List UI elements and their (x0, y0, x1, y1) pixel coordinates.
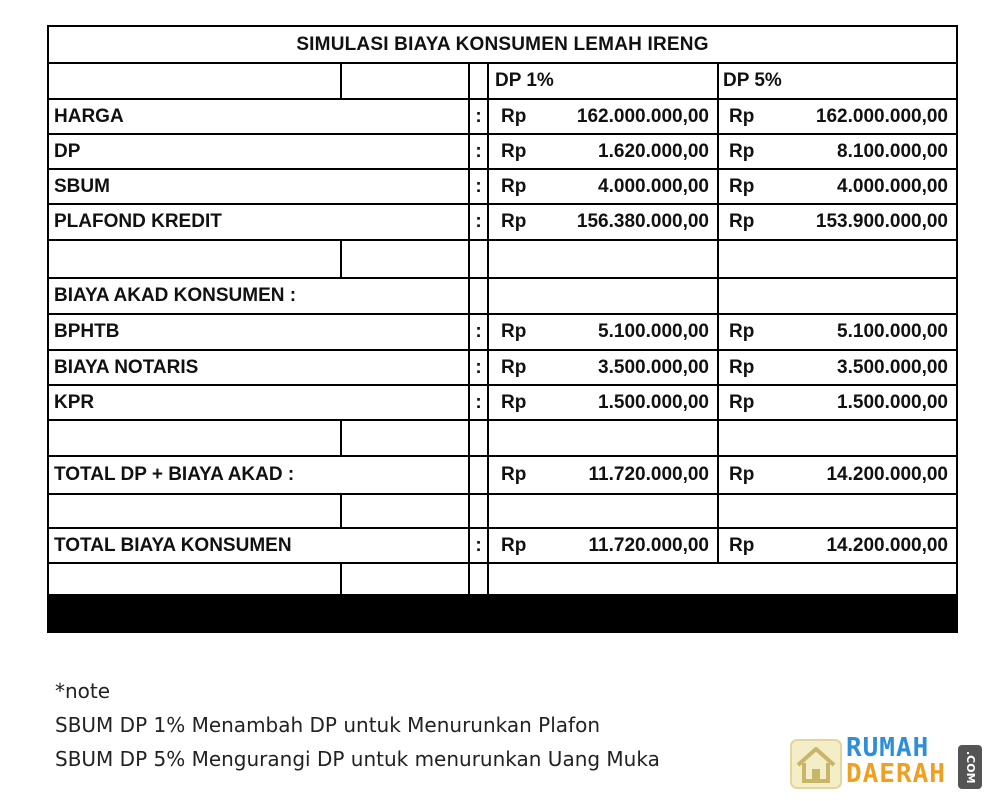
currency-label: Rp (729, 321, 755, 342)
empty-cell (491, 279, 719, 313)
currency-label: Rp (501, 321, 527, 342)
empty-cell (49, 564, 342, 598)
amount: 14.200.000,00 (826, 534, 948, 556)
note-heading: *note (55, 679, 111, 703)
currency-label: Rp (729, 464, 755, 485)
empty-row (49, 495, 956, 529)
table-row (49, 351, 956, 386)
table-header-row (49, 64, 956, 100)
note-line: SBUM DP 5% Mengurangi DP untuk menurunkan Uang Muka (55, 747, 660, 771)
empty-cell (49, 421, 342, 455)
row-dp5-value (719, 100, 956, 133)
empty-cell (719, 241, 956, 277)
row-colon: : (470, 205, 489, 239)
empty-cell (719, 421, 956, 455)
currency-label: Rp (729, 211, 755, 232)
amount: 3.500.000,00 (598, 356, 709, 378)
empty-cell (342, 495, 470, 527)
row-dp5-value (719, 457, 956, 493)
notes-block (55, 674, 660, 776)
empty-row (49, 421, 956, 457)
black-footer-bar (49, 594, 956, 631)
table-row (49, 100, 956, 135)
row-colon: : (470, 100, 489, 133)
section-label: BIAYA AKAD KONSUMEN : (54, 285, 297, 306)
currency-label: Rp (729, 391, 755, 413)
header-colon-cell (470, 64, 489, 98)
table-row (49, 170, 956, 205)
amount: 14.200.000,00 (826, 464, 948, 485)
empty-cell (470, 495, 489, 527)
amount: 1.500.000,00 (598, 391, 709, 413)
amount: 162.000.000,00 (576, 105, 709, 127)
currency-label: Rp (501, 464, 527, 485)
row-dp5-value (719, 315, 956, 349)
note-line: SBUM DP 1% Menambah DP untuk Menurunkan Plafon (55, 713, 600, 737)
amount: 4.000.000,00 (837, 175, 948, 197)
empty-cell (491, 421, 719, 455)
amount: 8.100.000,00 (837, 140, 948, 162)
row-dp1-value (491, 351, 719, 384)
amount: 156.380.000,00 (576, 211, 709, 232)
empty-cell (470, 457, 489, 493)
amount: 4.000.000,00 (598, 175, 709, 197)
row-label: HARGA (54, 105, 124, 127)
currency-label: Rp (501, 211, 527, 232)
row-label: SBUM (54, 175, 110, 197)
rumahdaerah-logo (790, 735, 990, 795)
empty-row (49, 564, 956, 598)
row-dp1-value (491, 100, 719, 133)
section-row (49, 279, 956, 315)
cost-simulation-table (47, 25, 958, 633)
empty-cell (470, 241, 489, 277)
table-row (49, 135, 956, 170)
empty-cell (342, 564, 470, 598)
row-dp5-value (719, 386, 956, 419)
empty-row (49, 241, 956, 279)
logo-text-line2: DAERAH (846, 759, 946, 789)
row-label: BPHTB (54, 321, 120, 342)
row-label: TOTAL BIAYA KONSUMEN (54, 534, 292, 556)
empty-cell (719, 564, 956, 598)
empty-cell (719, 495, 956, 527)
amount: 1.620.000,00 (598, 140, 709, 162)
row-dp5-value (719, 170, 956, 203)
currency-label: Rp (729, 105, 755, 127)
amount: 5.100.000,00 (598, 321, 709, 342)
empty-cell (342, 241, 470, 277)
amount: 162.000.000,00 (815, 105, 948, 127)
amount: 153.900.000,00 (815, 211, 948, 232)
empty-cell (342, 421, 470, 455)
empty-cell (491, 241, 719, 277)
header-dp5: DP 5% (723, 70, 782, 91)
currency-label: Rp (501, 534, 527, 556)
total-row (49, 457, 956, 495)
logo-suffix: .COM (958, 745, 982, 789)
row-colon: : (470, 386, 489, 419)
house-icon (790, 739, 842, 789)
empty-cell (470, 421, 489, 455)
empty-cell (470, 564, 489, 598)
row-label: KPR (54, 391, 95, 413)
row-label: DP (54, 140, 81, 162)
table-row (49, 386, 956, 421)
currency-label: Rp (501, 356, 527, 378)
row-dp1-value (491, 457, 719, 493)
row-dp1-value (491, 170, 719, 203)
currency-label: Rp (501, 391, 527, 413)
row-colon: : (470, 529, 489, 562)
row-dp1-value (491, 315, 719, 349)
currency-label: Rp (729, 175, 755, 197)
amount: 5.100.000,00 (837, 321, 948, 342)
empty-cell (49, 241, 342, 277)
currency-label: Rp (729, 534, 755, 556)
row-dp5-value (719, 135, 956, 168)
total-row (49, 529, 956, 564)
header-empty-cell (342, 64, 470, 98)
row-dp5-value (719, 351, 956, 384)
row-dp1-value (491, 135, 719, 168)
amount: 1.500.000,00 (837, 391, 948, 413)
logo-text-line1: RUMAH (846, 733, 930, 763)
empty-cell (491, 495, 719, 527)
amount: 11.720.000,00 (588, 464, 709, 485)
amount: 11.720.000,00 (588, 534, 709, 556)
currency-label: Rp (501, 105, 527, 127)
row-label: TOTAL DP + BIAYA AKAD : (54, 464, 295, 485)
empty-cell (719, 279, 956, 313)
row-dp5-value (719, 529, 956, 562)
table-title: SIMULASI BIAYA KONSUMEN LEMAH IRENG (49, 27, 956, 64)
row-colon: : (470, 135, 489, 168)
table-row (49, 315, 956, 351)
empty-cell (491, 564, 719, 598)
currency-label: Rp (729, 356, 755, 378)
row-dp1-value (491, 386, 719, 419)
row-dp1-value (491, 529, 719, 562)
empty-cell (470, 279, 489, 313)
row-dp5-value (719, 205, 956, 239)
header-dp1: DP 1% (491, 64, 719, 98)
row-colon: : (470, 351, 489, 384)
header-label-cell (49, 64, 342, 98)
table-row (49, 205, 956, 241)
amount: 3.500.000,00 (837, 356, 948, 378)
row-label: PLAFOND KREDIT (54, 211, 222, 232)
empty-cell (49, 495, 342, 527)
row-colon: : (470, 315, 489, 349)
row-dp1-value (491, 205, 719, 239)
row-colon: : (470, 170, 489, 203)
currency-label: Rp (501, 140, 527, 162)
row-label: BIAYA NOTARIS (54, 356, 199, 378)
currency-label: Rp (729, 140, 755, 162)
currency-label: Rp (501, 175, 527, 197)
